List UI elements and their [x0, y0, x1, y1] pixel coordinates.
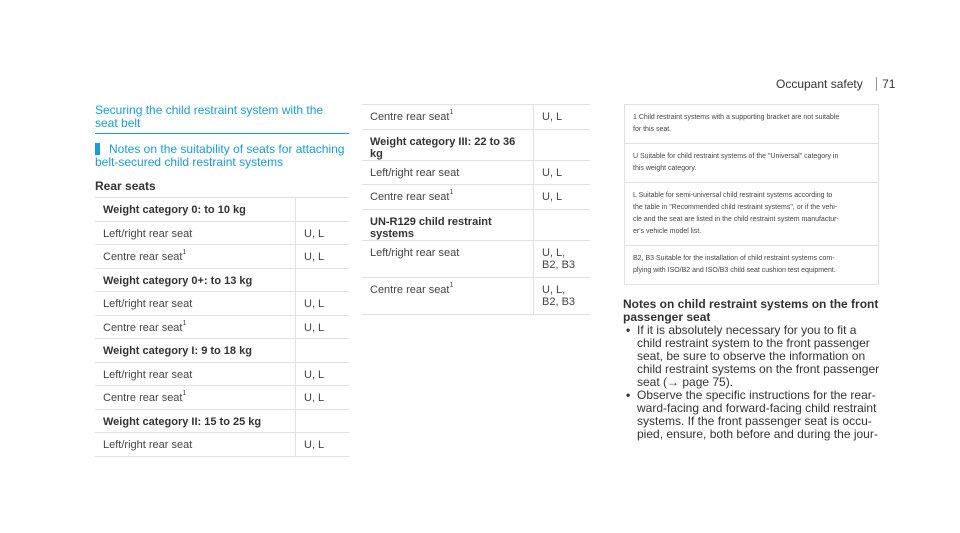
footnote-ref: 1 [182, 319, 187, 327]
footnote-ref: 1 [449, 281, 454, 289]
seat-label: Centre rear seat$^1$ [362, 185, 534, 210]
rear-seats-heading: Rear seats [95, 179, 156, 193]
category-label: Weight category 0: to 10 kg [95, 198, 296, 222]
note-marker-icon [95, 143, 100, 155]
table-row [95, 362, 349, 386]
footnote-ref: 1 [182, 390, 187, 397]
category-row [95, 339, 349, 363]
bullet-icon: • [626, 388, 631, 402]
table-row [362, 185, 590, 210]
table-row [362, 105, 590, 130]
page-number: 71 [876, 77, 895, 91]
footnote-ref: 1 [449, 109, 454, 116]
footnote-ref: 1 [182, 249, 187, 256]
footnote-ref: 1 [449, 189, 454, 196]
suitability-value: U, L [296, 315, 350, 339]
section-title: Securing the child restraint system with the seat belt [95, 104, 349, 134]
footnote-1: 1 Child restraint systems with a supporting bracket are not suitable for this seat. [625, 105, 878, 144]
table-row [95, 315, 349, 339]
suitability-value: U, L [296, 386, 350, 410]
category-label: Weight category I: 9 to 18 kg [95, 339, 296, 363]
note-line-1: Notes on the suitability of seats for attaching [109, 142, 345, 156]
category-label: Weight category III: 22 to 36 kg [362, 129, 534, 160]
table-row [362, 277, 590, 314]
seat-label: Centre rear seat$^1$ [362, 105, 534, 130]
category-row [95, 409, 349, 433]
table-row [362, 160, 590, 185]
column-right [623, 298, 903, 441]
category-label: Weight category 0+: to 13 kg [95, 268, 296, 292]
category-label: Weight category II: 15 to 25 kg [95, 409, 296, 433]
suitability-value [296, 409, 350, 433]
suitability-value: U, L, B2, B3 [534, 240, 591, 277]
seat-table-middle [362, 104, 590, 315]
category-label: UN-R129 child restraint systems [362, 209, 534, 240]
suitability-value: U, L, B2, B3 [534, 277, 591, 314]
footnote-u: U Suitable for child restraint systems of the "Universal" category in this weight category. [625, 144, 878, 183]
section-name: Occupant safety [776, 77, 863, 91]
suitability-value: U, L [296, 221, 350, 245]
note-line-2: belt-secured child restraint systems [95, 155, 284, 169]
seat-label: Left/right rear seat [362, 240, 534, 277]
table-row [95, 245, 349, 269]
seat-label: Left/right rear seat [362, 160, 534, 185]
suitability-value [534, 209, 591, 240]
suitability-value [534, 129, 591, 160]
category-row [362, 209, 590, 240]
table-row [95, 292, 349, 316]
suitability-value: U, L [534, 160, 591, 185]
seat-label: Centre rear seat$^1$ [362, 277, 534, 314]
page-header [776, 77, 895, 91]
suitability-value [296, 268, 350, 292]
table-row [362, 240, 590, 277]
suitability-value [296, 339, 350, 363]
bullet-icon: • [626, 323, 631, 337]
table-row [95, 221, 349, 245]
category-row [95, 268, 349, 292]
column-middle [362, 104, 590, 315]
seat-label: Left/right rear seat [95, 433, 296, 457]
suitability-value [296, 198, 350, 222]
seat-label: Left/right rear seat [95, 292, 296, 316]
footnote-b2b3: B2, B3 Suitable for the installation of child restraint systems com- plying with ISO/B2 and ISO/B3 child seat cushion test equipment. [633, 255, 836, 274]
seat-label: Left/right rear seat [95, 221, 296, 245]
front-passenger-heading: Notes on child restraint systems on the front passenger seat [623, 297, 879, 324]
table-row [95, 386, 349, 410]
footnotes-box [624, 104, 879, 285]
table-row [95, 433, 349, 457]
suitability-value: U, L [296, 292, 350, 316]
seat-label: Centre rear seat$^1$ [95, 315, 296, 339]
seat-label: Left/right rear seat [95, 362, 296, 386]
suitability-value: U, L [296, 362, 350, 386]
seat-label: Centre rear seat$^1$ [95, 386, 296, 410]
bullet-list [623, 324, 903, 441]
note-heading [95, 143, 349, 169]
bullet-item-1: • If it is absolutely necessary for you to fit a child restraint system to the front passenger seat, be sure to observe the information on child restraint systems on the front passenger seat (→ page 75). [623, 324, 903, 389]
bullet-item-2: • Observe the specific instructions for the rear- ward-facing and forward-facing child restraint systems. If the front passenger seat is occu- pied, ensure, both before and during the jour- [626, 388, 878, 441]
category-row [95, 198, 349, 222]
suitability-value: U, L [534, 185, 591, 210]
seat-table-left [95, 197, 349, 457]
column-left [95, 104, 349, 457]
suitability-value: U, L [296, 433, 350, 457]
seat-label: Centre rear seat$^1$ [95, 245, 296, 269]
suitability-value: U, L [534, 105, 591, 130]
suitability-value: U, L [296, 245, 350, 269]
page-reference-link[interactable]: seat (→ page 75). [637, 375, 734, 389]
category-row [362, 129, 590, 160]
footnote-l: L Suitable for semi-universal child restraint systems according to the table in "Recommended child restraint systems", or if the vehi- cle and the seat are listed in the child restraint system manufactur- er's vehicle model list. [625, 183, 878, 246]
